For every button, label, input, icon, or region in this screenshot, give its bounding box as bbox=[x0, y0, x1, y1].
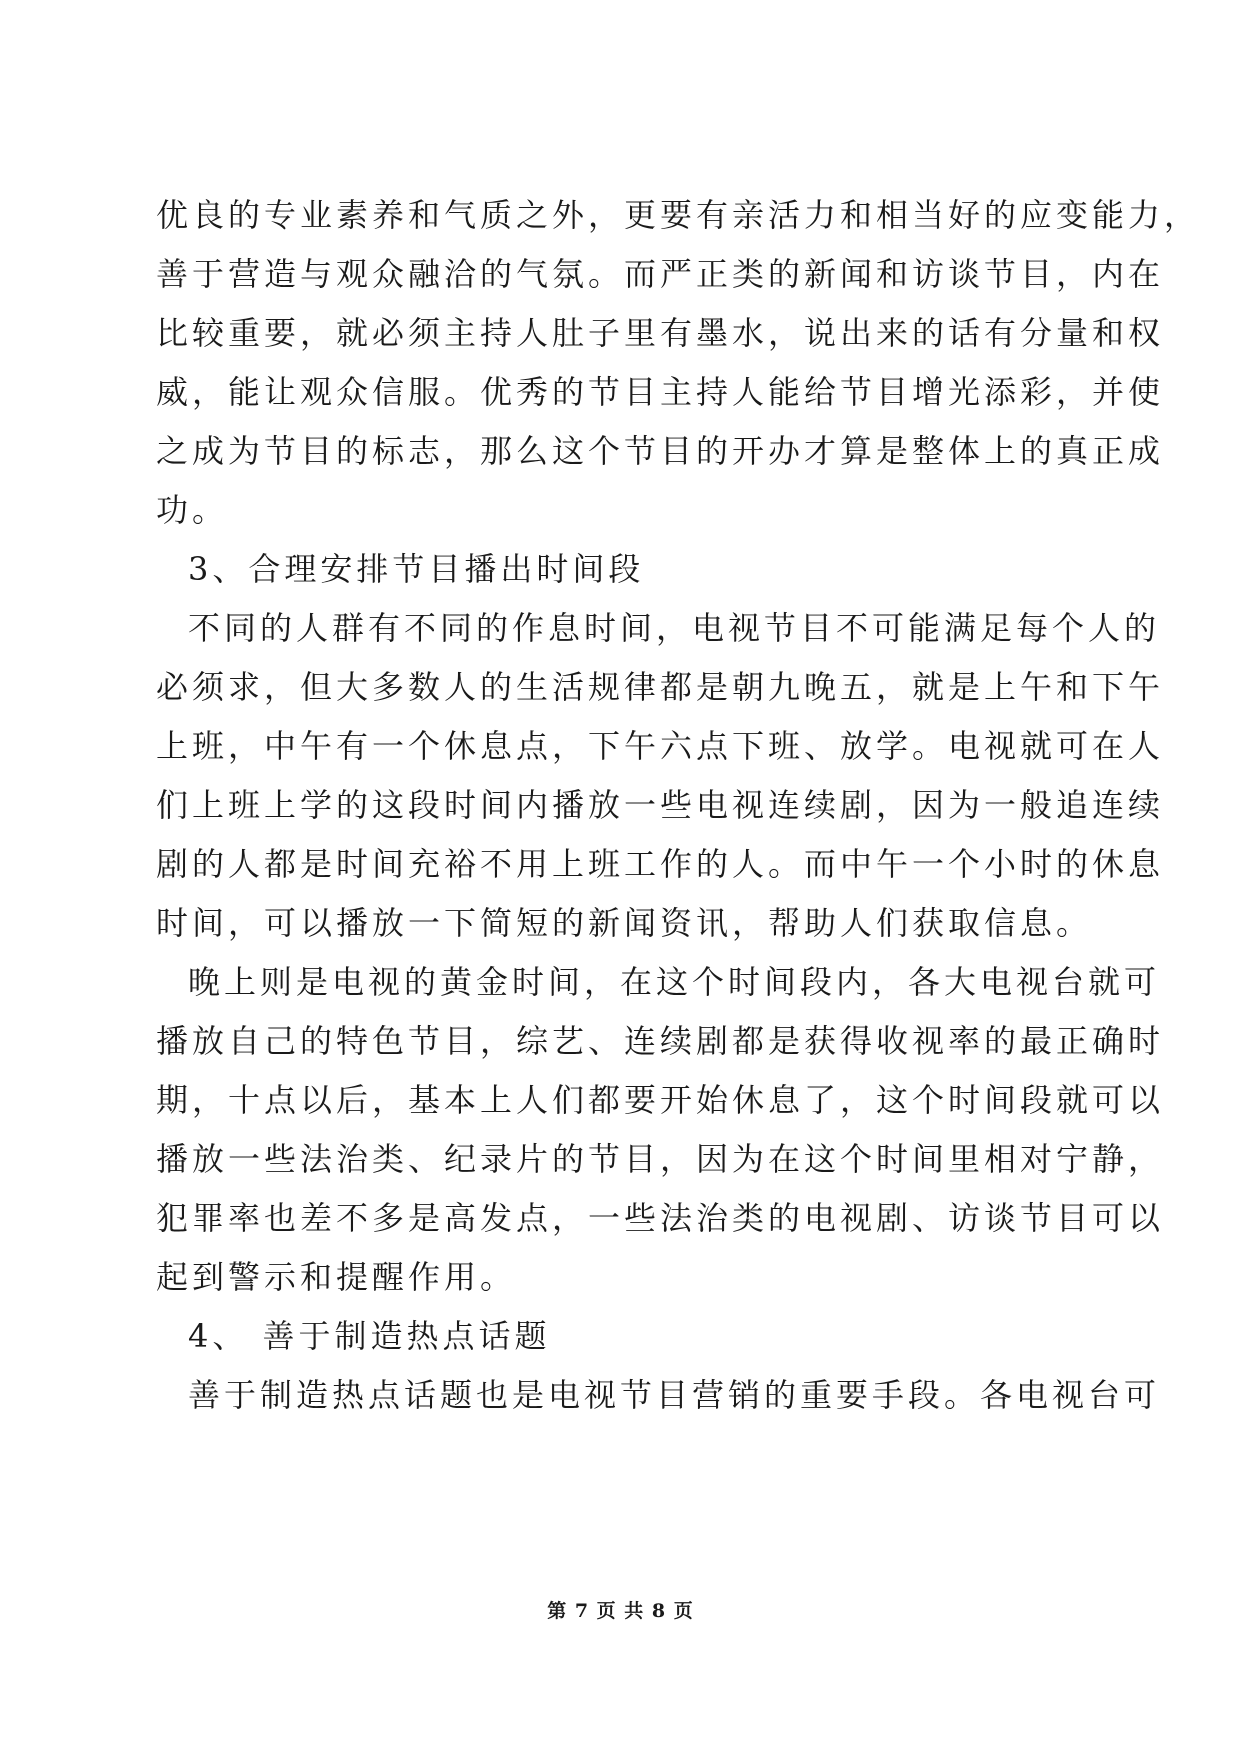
text-line: 剧的人都是时间充裕不用上班工作的人。而中午一个小时的休息 bbox=[156, 845, 1165, 883]
text-line: 不同的人群有不同的作息时间，电视节目不可能满足每个人的 bbox=[188, 609, 1161, 647]
text-line: 上班，中午有一个休息点，下午六点下班、放学。电视就可在人 bbox=[156, 727, 1165, 765]
text-line: 播放自己的特色节目，综艺、连续剧都是获得收视率的最正确时 bbox=[156, 1022, 1165, 1060]
text-line: 3、合理安排节目播出时间段 bbox=[188, 550, 645, 588]
text-line: 4、 善于制造热点话题 bbox=[188, 1317, 551, 1355]
text-line: 威，能让观众信服。优秀的节目主持人能给节目增光添彩，并使 bbox=[156, 373, 1165, 411]
text-line: 犯罪率也差不多是高发点，一些法治类的电视剧、访谈节目可以 bbox=[156, 1199, 1165, 1237]
text-line: 优良的专业素养和气质之外，更要有亲活力和相当好的应变能力， bbox=[156, 196, 1201, 234]
text-line: 必须求，但大多数人的生活规律都是朝九晚五，就是上午和下午 bbox=[156, 668, 1165, 706]
page-footer: 第 7 页 共 8 页 bbox=[547, 1600, 694, 1622]
text-line: 功。 bbox=[156, 491, 229, 529]
text-line: 善于制造热点话题也是电视节目营销的重要手段。各电视台可 bbox=[188, 1376, 1161, 1414]
text-line: 期，十点以后，基本上人们都要开始休息了，这个时间段就可以 bbox=[156, 1081, 1165, 1119]
text-line: 之成为节目的标志，那么这个节目的开办才算是整体上的真正成 bbox=[156, 432, 1165, 470]
text-line: 时间，可以播放一下简短的新闻资讯，帮助人们获取信息。 bbox=[156, 904, 1093, 942]
text-line: 播放一些法治类、纪录片的节目，因为在这个时间里相对宁静， bbox=[156, 1140, 1165, 1178]
body-text bbox=[156, 186, 1201, 1425]
text-line: 起到警示和提醒作用。 bbox=[156, 1258, 517, 1296]
text-line: 晚上则是电视的黄金时间，在这个时间段内，各大电视台就可 bbox=[188, 963, 1161, 1001]
text-line: 善于营造与观众融洽的气氛。而严正类的新闻和访谈节目，内在 bbox=[156, 255, 1165, 293]
text-line: 比较重要，就必须主持人肚子里有墨水，说出来的话有分量和权 bbox=[156, 314, 1165, 352]
text-line: 们上班上学的这段时间内播放一些电视连续剧，因为一般追连续 bbox=[156, 786, 1165, 824]
